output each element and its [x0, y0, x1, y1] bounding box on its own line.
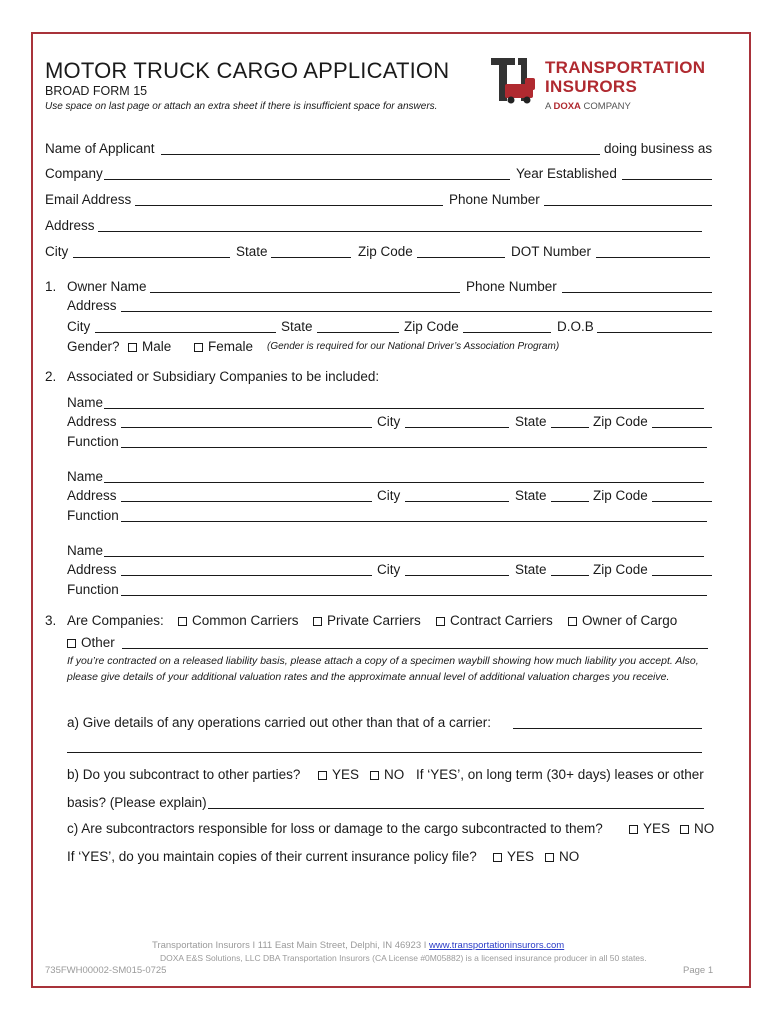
- checkbox-icon: [194, 343, 203, 352]
- field-sub3-state[interactable]: [551, 575, 589, 576]
- field-owner-zip[interactable]: [463, 332, 551, 333]
- field-other[interactable]: [122, 648, 708, 649]
- field-sub1-name[interactable]: [104, 408, 704, 409]
- logo-line2: INSURORS: [545, 77, 638, 96]
- label-sub1-city: City: [377, 414, 401, 429]
- label-owner-phone: Phone Number: [466, 279, 557, 294]
- label-sub3-name: Name: [67, 543, 104, 558]
- label-phone: Phone Number: [449, 192, 540, 207]
- label-sub3-state: State: [515, 562, 547, 577]
- field-owner-phone[interactable]: [562, 292, 712, 293]
- gender-note: (Gender is required for our National Driver’s Association Program): [267, 341, 560, 352]
- field-email[interactable]: [135, 205, 443, 206]
- checkbox-male[interactable]: Male: [128, 339, 171, 355]
- checkbox-icon: [493, 853, 502, 862]
- page-title: MOTOR TRUCK CARGO APPLICATION: [45, 58, 450, 83]
- field-sub1-state[interactable]: [551, 427, 589, 428]
- label-zip: Zip Code: [358, 244, 413, 259]
- checkbox-icon: [128, 343, 137, 352]
- logo-line1: TRANSPORTATION: [545, 58, 706, 77]
- checkbox-q3c2-yes[interactable]: YES: [493, 849, 534, 865]
- checkbox-owner-of-cargo[interactable]: Owner of Cargo: [568, 613, 677, 629]
- field-sub1-city[interactable]: [405, 427, 509, 428]
- field-owner-dob[interactable]: [597, 332, 712, 333]
- field-city[interactable]: [73, 257, 230, 258]
- field-name-of-applicant[interactable]: [161, 154, 600, 155]
- checkbox-icon: [370, 771, 379, 780]
- footer-form-code: 735FWH00002-SM015-0725: [45, 965, 167, 976]
- label-state: State: [236, 244, 268, 259]
- label-sub2-city: City: [377, 488, 401, 503]
- field-q3a-line2[interactable]: [67, 752, 702, 753]
- form-name: BROAD FORM 15: [45, 84, 148, 98]
- label-sub2-address: Address: [67, 488, 117, 503]
- checkbox-q3b-no[interactable]: NO: [370, 767, 404, 783]
- field-sub2-address[interactable]: [121, 501, 372, 502]
- label-sub2-function: Function: [67, 508, 119, 523]
- label-owner-city: City: [67, 319, 91, 334]
- checkbox-icon: [67, 639, 76, 648]
- checkbox-female[interactable]: Female: [194, 339, 253, 355]
- field-company[interactable]: [104, 179, 510, 180]
- instruction-note: Use space on last page or attach an extra sheet if there is insufficient space for answers.: [45, 101, 438, 112]
- field-sub3-name[interactable]: [104, 556, 704, 557]
- released-liability-note: If you’re contracted on a released liability basis, please attach a copy of a specimen waybill showing how much liability you accept. Also, please give details of your additional valuation rates and the approximate annual level of additional valuation charges you receive.: [67, 655, 699, 683]
- field-year-established[interactable]: [622, 179, 712, 180]
- field-address[interactable]: [98, 231, 702, 232]
- label-sub3-address: Address: [67, 562, 117, 577]
- field-zip[interactable]: [417, 257, 505, 258]
- checkbox-icon: [629, 825, 638, 834]
- label-name-of-applicant: Name of Applicant: [45, 141, 155, 156]
- q3b-explain-label: basis? (Please explain): [67, 795, 207, 810]
- label-sub3-function: Function: [67, 582, 119, 597]
- checkbox-icon: [545, 853, 554, 862]
- label-sub3-city: City: [377, 562, 401, 577]
- field-dot-number[interactable]: [596, 257, 710, 258]
- checkbox-icon: [568, 617, 577, 626]
- checkbox-icon: [436, 617, 445, 626]
- truck-logo-icon: [491, 58, 541, 108]
- field-owner-name[interactable]: [150, 292, 460, 293]
- q2-label: Associated or Subsidiary Companies to be included:: [67, 369, 380, 384]
- field-sub3-city[interactable]: [405, 575, 509, 576]
- footer-address: Transportation Insurors I 111 East Main Street, Delphi, IN 46923 I www.transportationinsurors.com: [152, 940, 565, 951]
- label-dba: doing business as: [604, 141, 713, 156]
- footer-license: DOXA E&S Solutions, LLC DBA Transportation Insurors (CA License #0M05882) is a licensed insurance producer in all 50 states.: [160, 953, 647, 963]
- label-sub1-state: State: [515, 414, 547, 429]
- q2-number: 2.: [45, 369, 57, 384]
- checkbox-q3b-yes[interactable]: YES: [318, 767, 359, 783]
- label-city: City: [45, 244, 69, 259]
- label-dot-number: DOT Number: [511, 244, 592, 259]
- q3a-label: a) Give details of any operations carried out other than that of a carrier:: [67, 715, 491, 730]
- q3c-label: c) Are subcontractors responsible for loss or damage to the cargo subcontracted to them?: [67, 821, 603, 836]
- checkbox-icon: [178, 617, 187, 626]
- logo-tagline: A DOXA COMPANY: [545, 101, 631, 112]
- field-sub2-name[interactable]: [104, 482, 704, 483]
- q3b-label: b) Do you subcontract to other parties?: [67, 767, 301, 782]
- label-year-established: Year Established: [516, 166, 617, 181]
- label-email: Email Address: [45, 192, 132, 207]
- field-phone[interactable]: [544, 205, 712, 206]
- label-sub2-name: Name: [67, 469, 104, 484]
- field-owner-state[interactable]: [317, 332, 399, 333]
- field-sub2-function[interactable]: [121, 521, 707, 522]
- field-q3b-explain[interactable]: [208, 808, 704, 809]
- footer-website-link[interactable]: www.transportationinsurors.com: [429, 940, 565, 951]
- label-sub1-function: Function: [67, 434, 119, 449]
- checkbox-q3c-no[interactable]: NO: [680, 821, 714, 837]
- label-address: Address: [45, 218, 95, 233]
- label-gender: Gender?: [67, 339, 120, 354]
- field-sub1-function[interactable]: [121, 447, 707, 448]
- label-owner-address: Address: [67, 298, 117, 313]
- checkbox-contract-carriers[interactable]: Contract Carriers: [436, 613, 553, 629]
- field-sub2-city[interactable]: [405, 501, 509, 502]
- checkbox-other[interactable]: Other: [67, 635, 115, 651]
- field-owner-city[interactable]: [95, 332, 276, 333]
- checkbox-q3c2-no[interactable]: NO: [545, 849, 579, 865]
- q3-label: Are Companies:: [67, 613, 164, 628]
- q3c-followup: If ‘YES’, do you maintain copies of their current insurance policy file?: [67, 849, 477, 864]
- checkbox-q3c-yes[interactable]: YES: [629, 821, 670, 837]
- label-sub3-zip: Zip Code: [593, 562, 648, 577]
- field-state[interactable]: [271, 257, 351, 258]
- label-sub2-zip: Zip Code: [593, 488, 648, 503]
- checkbox-icon: [318, 771, 327, 780]
- label-owner-name: Owner Name: [67, 279, 147, 294]
- checkbox-icon: [313, 617, 322, 626]
- label-company: Company: [45, 166, 103, 181]
- label-sub1-name: Name: [67, 395, 104, 410]
- q3b-followup: If ‘YES’, on long term (30+ days) leases or other: [416, 767, 704, 782]
- label-sub1-zip: Zip Code: [593, 414, 648, 429]
- field-sub2-zip[interactable]: [652, 501, 712, 502]
- label-sub1-address: Address: [67, 414, 117, 429]
- field-owner-address[interactable]: [121, 311, 712, 312]
- field-sub3-address[interactable]: [121, 575, 372, 576]
- checkbox-common-carriers[interactable]: Common Carriers: [178, 613, 299, 629]
- checkbox-icon: [680, 825, 689, 834]
- label-sub2-state: State: [515, 488, 547, 503]
- label-owner-dob: D.O.B: [557, 319, 594, 334]
- label-owner-zip: Zip Code: [404, 319, 459, 334]
- field-q3a-line1[interactable]: [513, 728, 702, 729]
- field-sub2-state[interactable]: [551, 501, 589, 502]
- field-sub1-zip[interactable]: [652, 427, 712, 428]
- label-owner-state: State: [281, 319, 313, 334]
- checkbox-private-carriers[interactable]: Private Carriers: [313, 613, 421, 629]
- field-sub3-function[interactable]: [121, 595, 707, 596]
- footer-page-number: Page 1: [683, 965, 714, 976]
- q1-number: 1.: [45, 279, 57, 294]
- q3-number: 3.: [45, 613, 57, 628]
- field-sub3-zip[interactable]: [652, 575, 712, 576]
- field-sub1-address[interactable]: [121, 427, 372, 428]
- page-border: [31, 32, 751, 988]
